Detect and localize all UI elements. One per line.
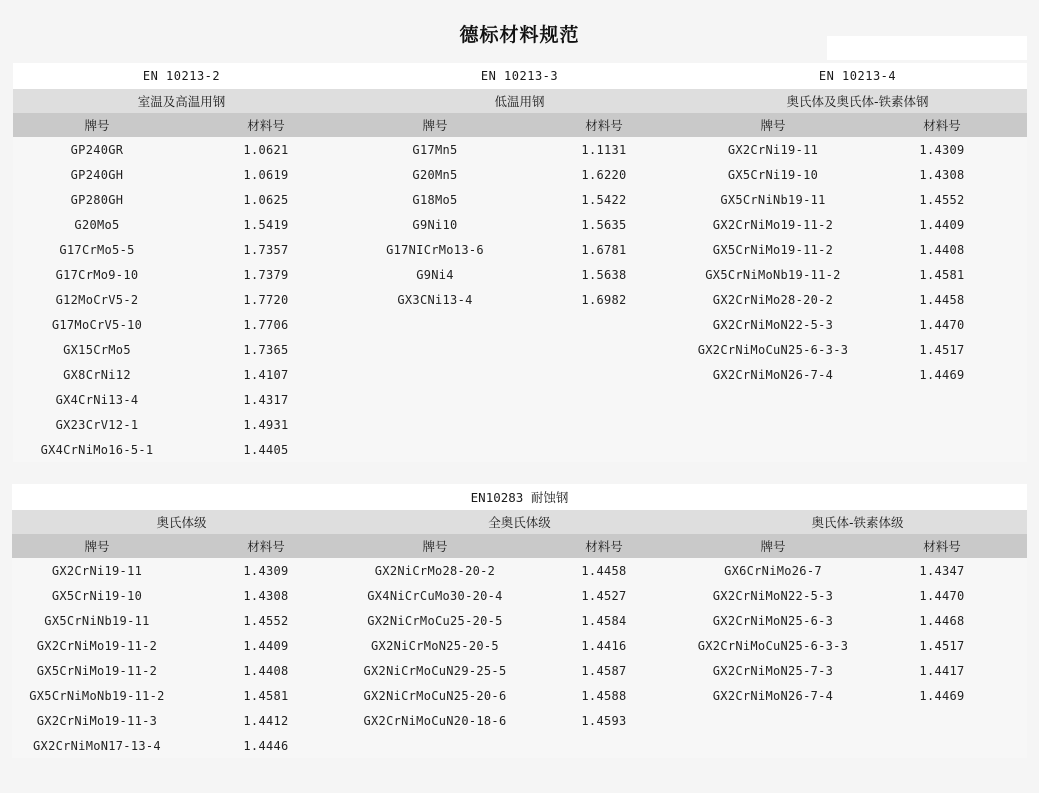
cell-designation: GX2CrNiMoCuN20-18-6 [350, 708, 519, 733]
cell-empty [520, 337, 689, 362]
corner-blank-box [827, 36, 1027, 60]
column-header-material-no-2: 材料号 [519, 534, 688, 558]
column-header-material-no-3: 材料号 [858, 113, 1027, 137]
cell-designation: GX5CrNi19-10 [689, 162, 858, 187]
cell-material-no: 1.4517 [857, 633, 1026, 658]
cell-empty [351, 412, 520, 437]
cell-designation: GX5CrNi19-10 [12, 583, 181, 608]
cell-material-no: 1.4552 [858, 187, 1027, 212]
cell-designation: GX2NiCrMoCuN29-25-5 [350, 658, 519, 683]
cell-material-no: 1.7365 [182, 337, 351, 362]
table-row [12, 633, 1026, 658]
cell-material-no: 1.4416 [519, 633, 688, 658]
cell-material-no: 1.4469 [858, 362, 1027, 387]
table-row [13, 137, 1027, 162]
cell-designation: GX5CrNiMoNb19-11-2 [689, 262, 858, 287]
column-header-material-no-2: 材料号 [520, 113, 689, 137]
cell-designation: GX3CNi13-4 [351, 287, 520, 312]
cell-empty [858, 437, 1027, 462]
cell-designation: GP240GH [13, 162, 182, 187]
cell-empty [688, 708, 857, 733]
cell-material-no: 1.4107 [182, 362, 351, 387]
cell-material-no: 1.4408 [181, 658, 350, 683]
cell-empty [351, 337, 520, 362]
cell-empty [520, 412, 689, 437]
cell-designation: G18Mo5 [351, 187, 520, 212]
table-row-headers [12, 534, 1026, 558]
cell-material-no: 1.4408 [858, 237, 1027, 262]
table-row-grades [12, 510, 1026, 534]
cell-material-no: 1.0619 [182, 162, 351, 187]
cell-material-no: 1.4517 [858, 337, 1027, 362]
cell-material-no: 1.4405 [182, 437, 351, 462]
column-header-designation-3: 牌号 [689, 113, 858, 137]
cell-material-no: 1.4317 [182, 387, 351, 412]
standard-cell-1: EN 10213-2 [13, 63, 351, 89]
cell-empty [858, 387, 1027, 412]
table-row [13, 312, 1027, 337]
table-row [13, 412, 1027, 437]
grade-cell-2: 低温用钢 [351, 89, 689, 113]
column-header-material-no-1: 材料号 [181, 534, 350, 558]
material-table-en10283 [12, 484, 1026, 758]
cell-material-no: 1.5635 [520, 212, 689, 237]
standard-cell-3: EN 10213-4 [689, 63, 1027, 89]
cell-material-no: 1.4470 [857, 583, 1026, 608]
cell-material-no: 1.4593 [519, 708, 688, 733]
cell-empty [520, 437, 689, 462]
cell-material-no: 1.5638 [520, 262, 689, 287]
cell-designation: GX2CrNiMoN26-7-4 [688, 683, 857, 708]
table-row [13, 387, 1027, 412]
cell-material-no: 1.4308 [858, 162, 1027, 187]
cell-designation: GX5CrNiNb19-11 [689, 187, 858, 212]
cell-material-no: 1.4446 [181, 733, 350, 758]
cell-material-no: 1.4552 [181, 608, 350, 633]
cell-material-no: 1.4417 [857, 658, 1026, 683]
cell-empty [857, 733, 1026, 758]
cell-material-no: 1.0621 [182, 137, 351, 162]
cell-designation: G17CrMo5-5 [13, 237, 182, 262]
cell-material-no: 1.6781 [520, 237, 689, 262]
cell-material-no: 1.4412 [181, 708, 350, 733]
cell-designation: GX4NiCrCuMo30-20-4 [350, 583, 519, 608]
cell-empty [689, 412, 858, 437]
cell-designation: GX5CrNiMo19-11-2 [689, 237, 858, 262]
cell-empty [351, 437, 520, 462]
column-header-designation-1: 牌号 [13, 113, 182, 137]
table-row [13, 362, 1027, 387]
table-row-grades [13, 89, 1027, 113]
cell-material-no: 1.4470 [858, 312, 1027, 337]
table-row [13, 337, 1027, 362]
cell-designation: G20Mo5 [13, 212, 182, 237]
column-header-designation-2: 牌号 [351, 113, 520, 137]
cell-designation: GP240GR [13, 137, 182, 162]
table-row-standards [13, 63, 1027, 89]
cell-designation: GX5CrNiNb19-11 [12, 608, 181, 633]
table-row [12, 558, 1026, 583]
cell-designation: GX2CrNiMo28-20-2 [689, 287, 858, 312]
cell-designation: GX5CrNiMoNb19-11-2 [12, 683, 181, 708]
bottom-padding [0, 758, 1039, 776]
cell-material-no: 1.4409 [181, 633, 350, 658]
cell-material-no: 1.7379 [182, 262, 351, 287]
table-row [12, 683, 1026, 708]
cell-designation: G9Ni4 [351, 262, 520, 287]
cell-designation: GX2NiCrMo28-20-2 [350, 558, 519, 583]
cell-designation: GX2CrNiMoN22-5-3 [688, 583, 857, 608]
cell-material-no: 1.4409 [858, 212, 1027, 237]
table-row [12, 658, 1026, 683]
cell-designation: GX2CrNiMoN26-7-4 [689, 362, 858, 387]
cell-material-no: 1.4581 [181, 683, 350, 708]
table-row-standard [12, 484, 1026, 510]
cell-designation: GX4CrNi13-4 [13, 387, 182, 412]
column-header-designation-3: 牌号 [688, 534, 857, 558]
table-row [13, 262, 1027, 287]
column-header-designation-2: 牌号 [350, 534, 519, 558]
cell-empty [520, 387, 689, 412]
table-row [12, 583, 1026, 608]
cell-material-no: 1.4588 [519, 683, 688, 708]
cell-designation: GP280GH [13, 187, 182, 212]
grade-cell-3: 奥氏体-铁素体级 [688, 510, 1026, 534]
cell-designation: GX2CrNiMo19-11-2 [689, 212, 858, 237]
cell-designation: GX2CrNiMoN25-7-3 [688, 658, 857, 683]
cell-designation: GX23CrV12-1 [13, 412, 182, 437]
column-header-designation-1: 牌号 [12, 534, 181, 558]
cell-empty [857, 708, 1026, 733]
cell-material-no: 1.5422 [520, 187, 689, 212]
cell-designation: GX2NiCrMoN25-20-5 [350, 633, 519, 658]
cell-material-no: 1.4309 [858, 137, 1027, 162]
page-title: 德标材料规范 [459, 24, 580, 46]
table-row [12, 608, 1026, 633]
cell-material-no: 1.7706 [182, 312, 351, 337]
table-row [13, 212, 1027, 237]
table-row [12, 733, 1026, 758]
cell-designation: GX2CrNiMo19-11-2 [12, 633, 181, 658]
cell-designation: GX15CrMo5 [13, 337, 182, 362]
table-row [13, 162, 1027, 187]
cell-empty [520, 312, 689, 337]
cell-empty [520, 362, 689, 387]
cell-designation: GX6CrNiMo26-7 [688, 558, 857, 583]
cell-material-no: 1.4581 [858, 262, 1027, 287]
standard-cell-2: EN 10213-3 [351, 63, 689, 89]
cell-designation: GX2CrNiMoCuN25-6-3-3 [688, 633, 857, 658]
cell-material-no: 1.4469 [857, 683, 1026, 708]
column-header-material-no-1: 材料号 [182, 113, 351, 137]
cell-material-no: 1.4458 [519, 558, 688, 583]
cell-material-no: 1.4584 [519, 608, 688, 633]
table-row [13, 437, 1027, 462]
cell-material-no: 1.6220 [520, 162, 689, 187]
table-row-headers [13, 113, 1027, 137]
cell-material-no: 1.5419 [182, 212, 351, 237]
standard-cell-en10283: EN10283 耐蚀钢 [12, 484, 1026, 510]
cell-designation: GX4CrNiMo16-5-1 [13, 437, 182, 462]
cell-material-no: 1.7720 [182, 287, 351, 312]
cell-designation: GX2CrNiMoN17-13-4 [12, 733, 181, 758]
cell-material-no: 1.0625 [182, 187, 351, 212]
cell-material-no: 1.4587 [519, 658, 688, 683]
cell-empty [350, 733, 519, 758]
grade-cell-2: 全奥氏体级 [350, 510, 688, 534]
cell-material-no: 1.4309 [181, 558, 350, 583]
cell-designation: G17NICrMo13-6 [351, 237, 520, 262]
cell-empty [351, 387, 520, 412]
cell-material-no: 1.6982 [520, 287, 689, 312]
table-row [13, 287, 1027, 312]
cell-material-no: 1.4347 [857, 558, 1026, 583]
material-table-en10213 [13, 63, 1027, 462]
cell-material-no: 1.4527 [519, 583, 688, 608]
cell-designation: GX2CrNi19-11 [12, 558, 181, 583]
cell-designation: GX5CrNiMo19-11-2 [12, 658, 181, 683]
cell-designation: GX8CrNi12 [13, 362, 182, 387]
grade-cell-3: 奥氏体及奥氏体-铁素体钢 [689, 89, 1027, 113]
cell-designation: G17Mn5 [351, 137, 520, 162]
table-row [13, 187, 1027, 212]
cell-designation: G17CrMo9-10 [13, 262, 182, 287]
grade-cell-1: 室温及高温用钢 [13, 89, 351, 113]
column-header-material-no-3: 材料号 [857, 534, 1026, 558]
cell-material-no: 1.4931 [182, 412, 351, 437]
cell-designation: GX2NiCrMoCuN25-20-6 [350, 683, 519, 708]
cell-empty [858, 412, 1027, 437]
cell-designation: GX2NiCrMoCu25-20-5 [350, 608, 519, 633]
cell-designation: GX2CrNiMo19-11-3 [12, 708, 181, 733]
cell-material-no: 1.1131 [520, 137, 689, 162]
cell-designation: GX2CrNiMoN22-5-3 [689, 312, 858, 337]
table-spacer [0, 462, 1039, 484]
cell-empty [689, 437, 858, 462]
cell-designation: G9Ni10 [351, 212, 520, 237]
cell-empty [351, 362, 520, 387]
cell-designation: GX2CrNi19-11 [689, 137, 858, 162]
cell-designation: GX2CrNiMoN25-6-3 [688, 608, 857, 633]
cell-designation: G20Mn5 [351, 162, 520, 187]
cell-empty [519, 733, 688, 758]
grade-cell-1: 奥氏体级 [12, 510, 350, 534]
table-row [13, 237, 1027, 262]
cell-empty [351, 312, 520, 337]
cell-designation: G12MoCrV5-2 [13, 287, 182, 312]
cell-material-no: 1.4468 [857, 608, 1026, 633]
cell-empty [688, 733, 857, 758]
cell-designation: G17MoCrV5-10 [13, 312, 182, 337]
cell-material-no: 1.4458 [858, 287, 1027, 312]
cell-designation: GX2CrNiMoCuN25-6-3-3 [689, 337, 858, 362]
cell-empty [689, 387, 858, 412]
table-row [12, 708, 1026, 733]
cell-material-no: 1.4308 [181, 583, 350, 608]
cell-material-no: 1.7357 [182, 237, 351, 262]
